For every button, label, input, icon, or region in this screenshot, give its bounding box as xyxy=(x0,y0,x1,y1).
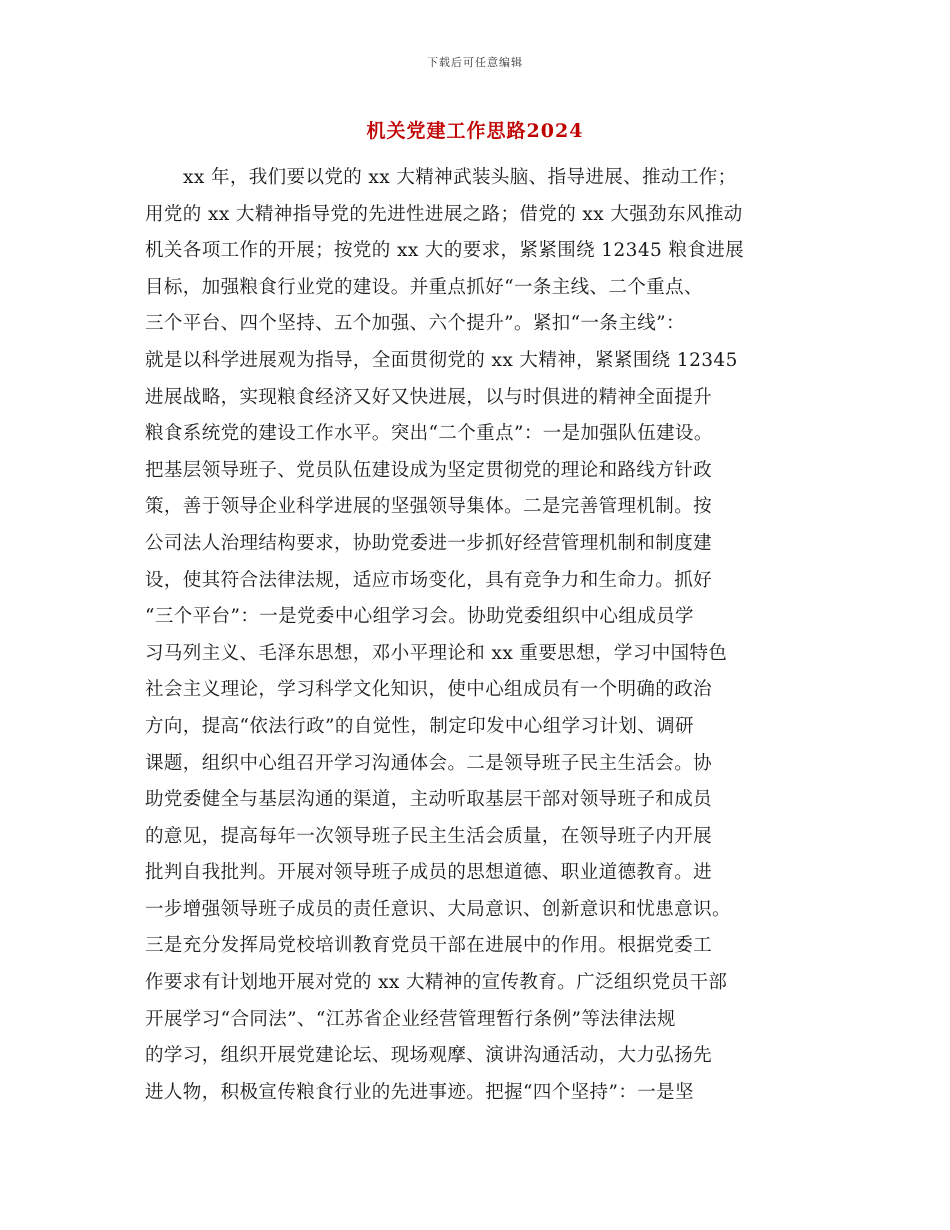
body-line: 助党委健全与基层沟通的渠道，主动听取基层干部对领导班子和成员 xyxy=(145,789,713,811)
body-line: 三是充分发挥局党校培训教育党员干部在进展中的作用。根据党委工 xyxy=(145,935,713,957)
body-line: 课题，组织中心组召开学习沟通体会。二是领导班子民主生活会。协 xyxy=(145,752,713,774)
body-line: 社会主义理论，学习科学文化知识，使中心组成员有一个明确的政治 xyxy=(145,679,713,701)
body-line: “三个平台”：一是党委中心组学习会。协助党委组织中心组成员学 xyxy=(145,606,694,628)
body-line: 习马列主义、毛泽东思想，邓小平理论和 xx 重要思想，学习中国特色 xyxy=(145,642,728,664)
body-line: 进展战略，实现粮食经济又好又快进展，以与时俱进的精神全面提升 xyxy=(145,386,713,408)
body-line: 三个平台、四个坚持、五个加强、六个提升”。紧扣“一条主线”： xyxy=(145,313,685,335)
body-line: 作要求有计划地开展对党的 xx 大精神的宣传教育。广泛组织党员干部 xyxy=(145,972,728,994)
body-line: 用党的 xx 大精神指导党的先进性进展之路；借党的 xx 大强劲东风推动 xyxy=(145,203,743,225)
body-line: 批判自我批判。开展对领导班子成员的思想道德、职业道德教育。进 xyxy=(145,862,713,884)
body-line: 设，使其符合法律法规，适应市场变化，具有竞争力和生命力。抓好 xyxy=(145,569,713,591)
body-line: 的学习，组织开展党建论坛、现场观摩、演讲沟通活动，大力弘扬先 xyxy=(145,1045,713,1067)
body-line: 粮食系统党的建设工作水平。突出“二个重点”：一是加强队伍建设。 xyxy=(145,423,713,445)
body-line: 进人物，积极宣传粮食行业的先进事迹。把握“四个坚持”：一是坚 xyxy=(145,1081,694,1103)
body-line: xx 年，我们要以党的 xx 大精神武装头脑、指导进展、推动工作； xyxy=(183,167,737,188)
body-line: 把基层领导班子、党员队伍建设成为坚定贯彻党的理论和路线方针政 xyxy=(145,459,713,481)
body-line: 开展学习“合同法”、“江苏省企业经营管理暂行条例”等法律法规 xyxy=(145,1008,676,1030)
body-line: 公司法人治理结构要求，协助党委进一步抓好经营管理机制和制度建 xyxy=(145,532,713,554)
header-note: 下载后可任意编辑 xyxy=(427,56,523,69)
body-text xyxy=(145,160,815,1111)
body-line: 策，善于领导企业科学进展的坚强领导集体。二是完善管理机制。按 xyxy=(145,496,713,518)
body-line: 方向，提高“依法行政”的自觉性，制定印发中心组学习计划、调研 xyxy=(145,715,694,737)
body-line: 目标，加强粮食行业党的建设。并重点抓好“一条主线、二个重点、 xyxy=(145,276,703,298)
body-line: 的意见，提高每年一次领导班子民主生活会质量，在领导班子内开展 xyxy=(145,825,713,847)
body-line: 就是以科学进展观为指导，全面贯彻党的 xx 大精神，紧紧围绕 12345 xyxy=(145,349,738,371)
body-line: 一步增强领导班子成员的责任意识、大局意识、创新意识和忧患意识。 xyxy=(145,898,731,920)
document-title: 机关党建工作思路2024 xyxy=(366,120,584,142)
body-line: 机关各项工作的开展；按党的 xx 大的要求，紧紧围绕 12345 粮食进展 xyxy=(145,240,745,262)
